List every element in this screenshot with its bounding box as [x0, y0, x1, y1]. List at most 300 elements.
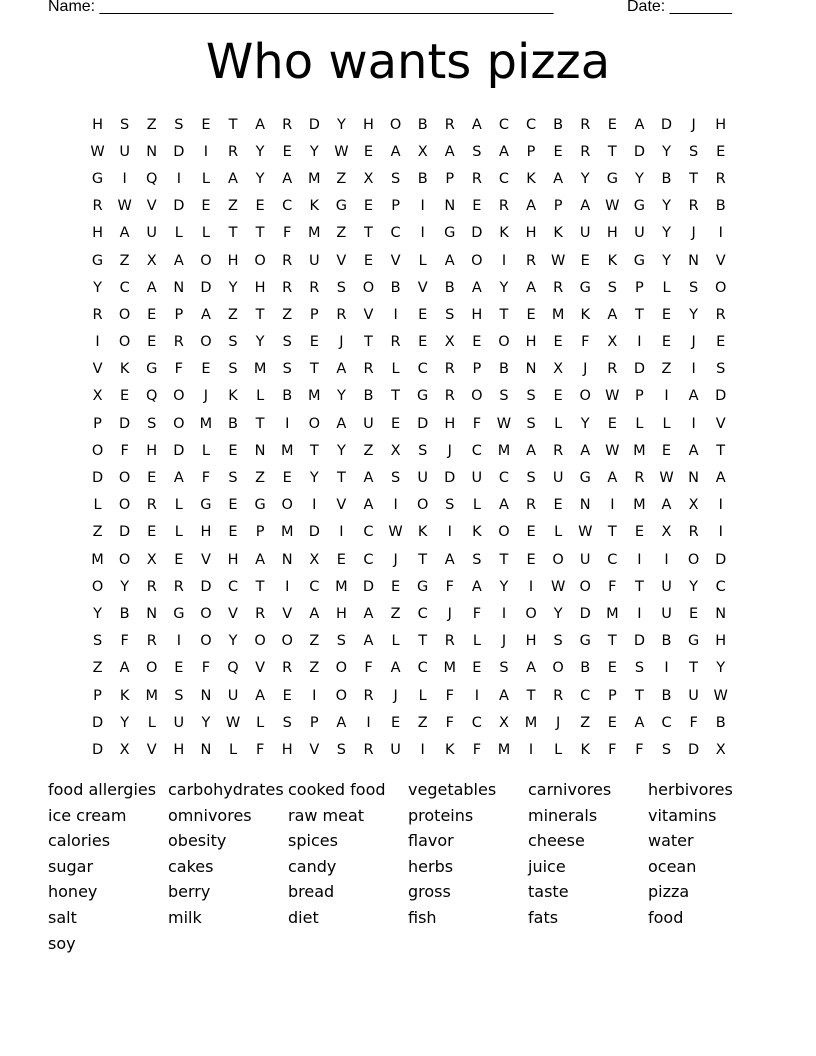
grid-letter: D [308, 116, 320, 133]
grid-letter: B [715, 198, 726, 215]
grid-letter: D [119, 524, 131, 541]
grid-letter: E [553, 388, 563, 405]
grid-letter: I [122, 170, 127, 187]
grid-letter: P [93, 415, 102, 432]
grid-letter: A [173, 252, 184, 269]
grid-letter: R [634, 470, 645, 487]
grid-letter: A [471, 279, 482, 296]
grid-letter: M [253, 361, 267, 378]
grid-letter: K [472, 524, 482, 541]
grid-letter: O [552, 660, 564, 677]
grid-letter: I [691, 415, 696, 432]
grid-letter: H [606, 225, 618, 242]
grid-row [84, 736, 734, 763]
grid-letter: Z [309, 633, 320, 650]
grid-letter: L [418, 687, 427, 704]
grid-letter: S [689, 143, 699, 160]
grid-letter: I [312, 687, 317, 704]
grid-letter: Z [417, 714, 428, 731]
grid-letter: O [579, 388, 591, 405]
grid-letter: R [282, 279, 293, 296]
grid-letter: R [173, 578, 184, 595]
grid-letter: W [550, 578, 566, 595]
grid-letter: A [336, 714, 347, 731]
grid-letter: V [255, 660, 266, 677]
grid-letter: O [579, 578, 591, 595]
grid-letter: I [366, 714, 371, 731]
grid-letter: A [607, 306, 618, 323]
grid-letter: D [579, 605, 591, 622]
grid-letter: E [147, 524, 157, 541]
grid-letter: Y [662, 225, 671, 242]
grid-letter: Y [662, 252, 671, 269]
grid-letter: F [445, 578, 454, 595]
grid-letter: O [389, 116, 402, 133]
grid-letter: Y [120, 714, 130, 731]
grid-letter: A [580, 198, 591, 215]
grid-letter: O [91, 442, 104, 459]
grid-letter: D [471, 225, 483, 242]
grid-letter: V [282, 605, 293, 622]
grid-letter: A [444, 551, 455, 568]
grid-letter: G [91, 252, 104, 269]
grid-letter: O [200, 334, 212, 351]
grid-letter: L [147, 714, 156, 731]
grid-letter: V [146, 741, 157, 758]
grid-letter: W [713, 687, 728, 704]
grid-letter: A [255, 551, 266, 568]
grid-letter: C [417, 605, 428, 622]
grid-letter: Z [146, 116, 157, 133]
grid-letter: E [526, 551, 536, 568]
grid-letter: H [335, 605, 347, 622]
grid-letter: A [255, 116, 266, 133]
grid-letter: N [200, 741, 212, 758]
grid-letter: A [363, 497, 374, 514]
grid-letter: I [339, 524, 344, 541]
word-bank-item: soy [48, 933, 76, 953]
grid-letter: X [498, 714, 509, 731]
grid-letter: E [174, 551, 184, 568]
grid-letter: Y [689, 578, 699, 595]
grid-letter: V [417, 279, 428, 296]
grid-row [84, 573, 734, 600]
grid-letter: M [280, 524, 294, 541]
word-bank-item: herbivores [648, 780, 733, 799]
grid-letter: E [716, 143, 726, 160]
word-bank-item: raw meat [288, 805, 365, 825]
grid-letter: E [526, 306, 536, 323]
grid-letter: I [664, 388, 669, 405]
grid-letter: Z [228, 198, 238, 215]
grid-letter: E [634, 524, 644, 541]
grid-letter: R [607, 361, 618, 378]
grid-letter: F [255, 741, 265, 758]
grid-letter: J [691, 334, 696, 351]
grid-letter: W [388, 524, 403, 541]
grid-letter: Y [255, 334, 265, 351]
word-bank-item: spices [288, 831, 338, 851]
grid-letter: F [201, 660, 211, 677]
grid-letter: C [471, 442, 482, 459]
word-bank-item: fats [528, 907, 559, 927]
grid-letter: O [687, 551, 700, 568]
grid-letter: G [91, 170, 104, 187]
grid-letter: S [689, 279, 699, 296]
grid-letter: E [689, 605, 699, 622]
grid-letter: L [554, 415, 563, 432]
grid-letter: H [146, 442, 158, 459]
grid-letter: R [309, 279, 320, 296]
grid-letter: S [282, 334, 292, 351]
word-bank-item: proteins [408, 805, 474, 825]
grid-letter: U [227, 687, 239, 704]
grid-letter: I [393, 306, 398, 323]
word-bank-item: taste [528, 882, 569, 902]
grid-letter: O [118, 551, 131, 568]
grid-letter: C [363, 524, 374, 541]
grid-letter: R [526, 497, 537, 514]
grid-letter: F [608, 578, 617, 595]
grid-letter: W [550, 252, 566, 269]
grid-letter: H [471, 306, 483, 323]
grid-letter: W [605, 198, 620, 215]
grid-letter: I [691, 361, 696, 378]
grid-letter: Z [363, 442, 374, 459]
grid-letter: X [607, 334, 618, 351]
grid-letter: I [312, 497, 317, 514]
grid-letter: O [308, 415, 320, 432]
grid-letter: R [688, 198, 699, 215]
grid-letter: R [282, 660, 293, 677]
grid-letter: A [471, 578, 482, 595]
grid-letter: V [715, 252, 726, 269]
grid-letter: A [119, 225, 130, 242]
grid-letter: H [173, 741, 185, 758]
grid-letter: B [661, 170, 672, 187]
word-search-grid [84, 111, 734, 764]
grid-letter: A [336, 361, 347, 378]
grid-letter: T [309, 442, 319, 459]
grid-letter: K [580, 741, 590, 758]
grid-letter: F [635, 741, 644, 758]
grid-letter: E [418, 334, 428, 351]
grid-letter: N [281, 551, 293, 568]
grid-letter: J [393, 687, 398, 704]
grid-letter: H [92, 225, 103, 242]
grid-row [84, 165, 734, 192]
grid-letter: D [444, 470, 456, 487]
grid-letter: S [228, 334, 238, 351]
grid-letter: K [499, 225, 509, 242]
grid-letter: A [282, 170, 293, 187]
grid-letter: M [524, 714, 538, 731]
grid-letter: U [579, 551, 591, 568]
word-bank-item: food [648, 907, 684, 927]
grid-letter: I [203, 143, 209, 160]
grid-letter: O [362, 279, 375, 296]
grid-letter: T [607, 633, 617, 650]
grid-row [84, 682, 734, 709]
grid-letter: P [309, 306, 319, 323]
grid-letter: E [661, 442, 672, 459]
grid-letter: B [119, 605, 130, 622]
name-field-label: Name: ___________________________________________________ [48, 0, 554, 15]
grid-letter: R [444, 633, 455, 650]
grid-letter: I [420, 741, 425, 758]
grid-letter: O [416, 497, 429, 514]
word-bank-item: water [648, 831, 694, 851]
grid-letter: Y [662, 198, 671, 215]
grid-letter: B [417, 116, 428, 133]
grid-letter: V [200, 551, 211, 568]
grid-letter: R [146, 578, 157, 595]
word-bank-item: diet [288, 907, 319, 927]
grid-letter: S [92, 633, 103, 650]
grid-letter: P [472, 361, 482, 378]
grid-row [84, 193, 734, 220]
grid-letter: F [174, 361, 183, 378]
grid-letter: J [393, 551, 398, 568]
grid-letter: E [580, 252, 590, 269]
grid-letter: L [662, 415, 671, 432]
grid-letter: T [634, 687, 644, 704]
grid-letter: H [363, 116, 374, 133]
grid-letter: G [200, 497, 212, 514]
grid-letter: Z [336, 225, 347, 242]
grid-letter: N [146, 605, 158, 622]
grid-letter: A [688, 388, 699, 405]
grid-letter: R [282, 116, 293, 133]
grid-letter: T [309, 361, 319, 378]
grid-letter: T [634, 306, 644, 323]
grid-row [84, 519, 734, 546]
grid-letter: B [228, 415, 238, 432]
grid-letter: W [90, 143, 105, 160]
grid-row [84, 410, 734, 437]
grid-letter: L [472, 633, 481, 650]
grid-letter: L [201, 225, 210, 242]
grid-letter: K [119, 361, 130, 378]
grid-letter: E [661, 306, 672, 323]
grid-letter: G [417, 388, 429, 405]
grid-letter: F [445, 714, 454, 731]
grid-letter: S [282, 714, 292, 731]
word-bank-item: cooked food [288, 780, 386, 799]
grid-row [84, 655, 734, 682]
grid-letter: R [444, 388, 455, 405]
grid-letter: D [633, 361, 645, 378]
grid-letter: I [718, 524, 723, 541]
grid-row [84, 301, 734, 328]
grid-letter: E [553, 334, 563, 351]
grid-letter: T [716, 442, 726, 459]
grid-letter: O [498, 524, 510, 541]
grid-letter: E [201, 198, 211, 215]
grid-letter: A [498, 143, 509, 160]
grid-letter: M [280, 442, 294, 459]
grid-letter: R [363, 687, 374, 704]
grid-letter: M [606, 605, 619, 622]
grid-letter: B [417, 170, 428, 187]
grid-letter: O [146, 660, 158, 677]
grid-letter: P [635, 279, 644, 296]
grid-letter: E [174, 660, 184, 677]
word-bank-item: honey [48, 882, 98, 902]
grid-letter: E [553, 143, 563, 160]
grid-letter: C [715, 578, 726, 595]
grid-letter: U [688, 687, 699, 704]
grid-letter: R [498, 198, 509, 215]
grid-letter: H [92, 116, 103, 133]
grid-row [84, 464, 734, 491]
grid-letter: S [228, 470, 238, 487]
grid-letter: S [526, 388, 536, 405]
grid-letter: O [552, 551, 564, 568]
grid-letter: L [554, 741, 563, 758]
grid-letter: I [393, 497, 398, 514]
grid-letter: I [718, 225, 723, 242]
grid-letter: E [472, 660, 482, 677]
grid-letter: R [92, 306, 103, 323]
grid-letter: C [498, 170, 510, 187]
grid-letter: N [444, 198, 456, 215]
grid-letter: J [691, 116, 696, 133]
word-bank-item: candy [288, 856, 337, 876]
grid-letter: X [390, 442, 401, 459]
grid-letter: B [661, 633, 672, 650]
grid-letter: N [254, 442, 266, 459]
grid-letter: C [607, 551, 618, 568]
grid-letter: I [664, 660, 669, 677]
grid-letter: X [688, 497, 699, 514]
grid-letter: S [472, 551, 482, 568]
grid-letter: O [173, 388, 185, 405]
grid-letter: R [715, 170, 726, 187]
grid-letter: C [363, 551, 374, 568]
grid-letter: Y [336, 442, 346, 459]
grid-letter: W [605, 388, 620, 405]
grid-letter: X [715, 741, 726, 758]
grid-letter: U [146, 225, 158, 242]
grid-letter: M [443, 660, 457, 677]
grid-letter: Q [146, 388, 158, 405]
grid-row [84, 220, 734, 247]
grid-letter: S [147, 415, 157, 432]
grid-letter: O [200, 605, 212, 622]
grid-letter: K [445, 741, 455, 758]
grid-letter: H [525, 225, 537, 242]
grid-letter: M [145, 687, 158, 704]
grid-letter: D [417, 415, 429, 432]
grid-letter: L [472, 497, 481, 514]
grid-letter: F [445, 687, 454, 704]
grid-letter: E [201, 361, 211, 378]
grid-letter: P [445, 170, 455, 187]
grid-letter: T [418, 551, 428, 568]
grid-letter: R [444, 361, 455, 378]
grid-letter: Q [146, 170, 158, 187]
grid-letter: S [716, 361, 726, 378]
grid-letter: R [553, 442, 564, 459]
grid-letter: V [363, 306, 374, 323]
grid-letter: S [553, 633, 563, 650]
grid-letter: J [339, 334, 344, 351]
grid-row [84, 546, 734, 573]
grid-letter: O [714, 279, 727, 296]
grid-letter: R [282, 252, 293, 269]
grid-letter: C [119, 279, 130, 296]
grid-letter: M [497, 741, 511, 758]
grid-letter: L [554, 524, 563, 541]
grid-letter: C [417, 361, 428, 378]
grid-letter: I [664, 551, 669, 568]
grid-letter: I [420, 198, 425, 215]
grid-letter: O [254, 633, 266, 650]
grid-letter: S [228, 361, 238, 378]
grid-letter: A [363, 633, 374, 650]
grid-letter: D [688, 741, 700, 758]
grid-letter: F [472, 741, 482, 758]
word-bank-item: gross [408, 882, 451, 902]
grid-letter: L [391, 633, 400, 650]
grid-letter: A [363, 605, 374, 622]
grid-letter: S [526, 415, 536, 432]
grid-letter: A [444, 143, 455, 160]
grid-letter: M [308, 388, 321, 405]
grid-letter: D [91, 741, 104, 758]
grid-letter: U [552, 470, 564, 487]
grid-letter: C [471, 714, 482, 731]
grid-letter: D [308, 524, 320, 541]
grid-letter: C [498, 470, 510, 487]
grid-letter: G [606, 170, 618, 187]
grid-letter: E [472, 334, 482, 351]
grid-letter: N [200, 687, 212, 704]
grid-letter: T [607, 143, 617, 160]
grid-letter: V [309, 741, 320, 758]
grid-row [84, 383, 734, 410]
grid-letter: E [607, 116, 617, 133]
grid-letter: Y [93, 279, 102, 296]
grid-letter: Q [227, 660, 239, 677]
grid-letter: S [336, 279, 346, 296]
grid-letter: M [199, 415, 213, 432]
grid-letter: R [688, 524, 699, 541]
grid-letter: T [228, 225, 238, 242]
grid-letter: P [391, 198, 400, 215]
grid-letter: O [498, 334, 510, 351]
word-bank-item: calories [48, 831, 111, 851]
grid-letter: B [661, 687, 672, 704]
grid-letter: T [689, 660, 699, 677]
grid-letter: U [363, 415, 374, 432]
grid-letter: D [660, 116, 673, 133]
grid-letter: G [417, 578, 429, 595]
grid-letter: S [607, 279, 617, 296]
grid-letter: E [661, 334, 672, 351]
grid-letter: E [553, 497, 563, 514]
grid-letter: J [691, 225, 696, 242]
grid-letter: I [637, 551, 642, 568]
grid-letter: N [715, 605, 727, 622]
grid-letter: G [444, 225, 456, 242]
grid-row [84, 274, 734, 301]
grid-letter: O [118, 497, 131, 514]
grid-letter: Z [92, 524, 103, 541]
grid-letter: G [579, 470, 591, 487]
grid-letter: L [662, 279, 671, 296]
